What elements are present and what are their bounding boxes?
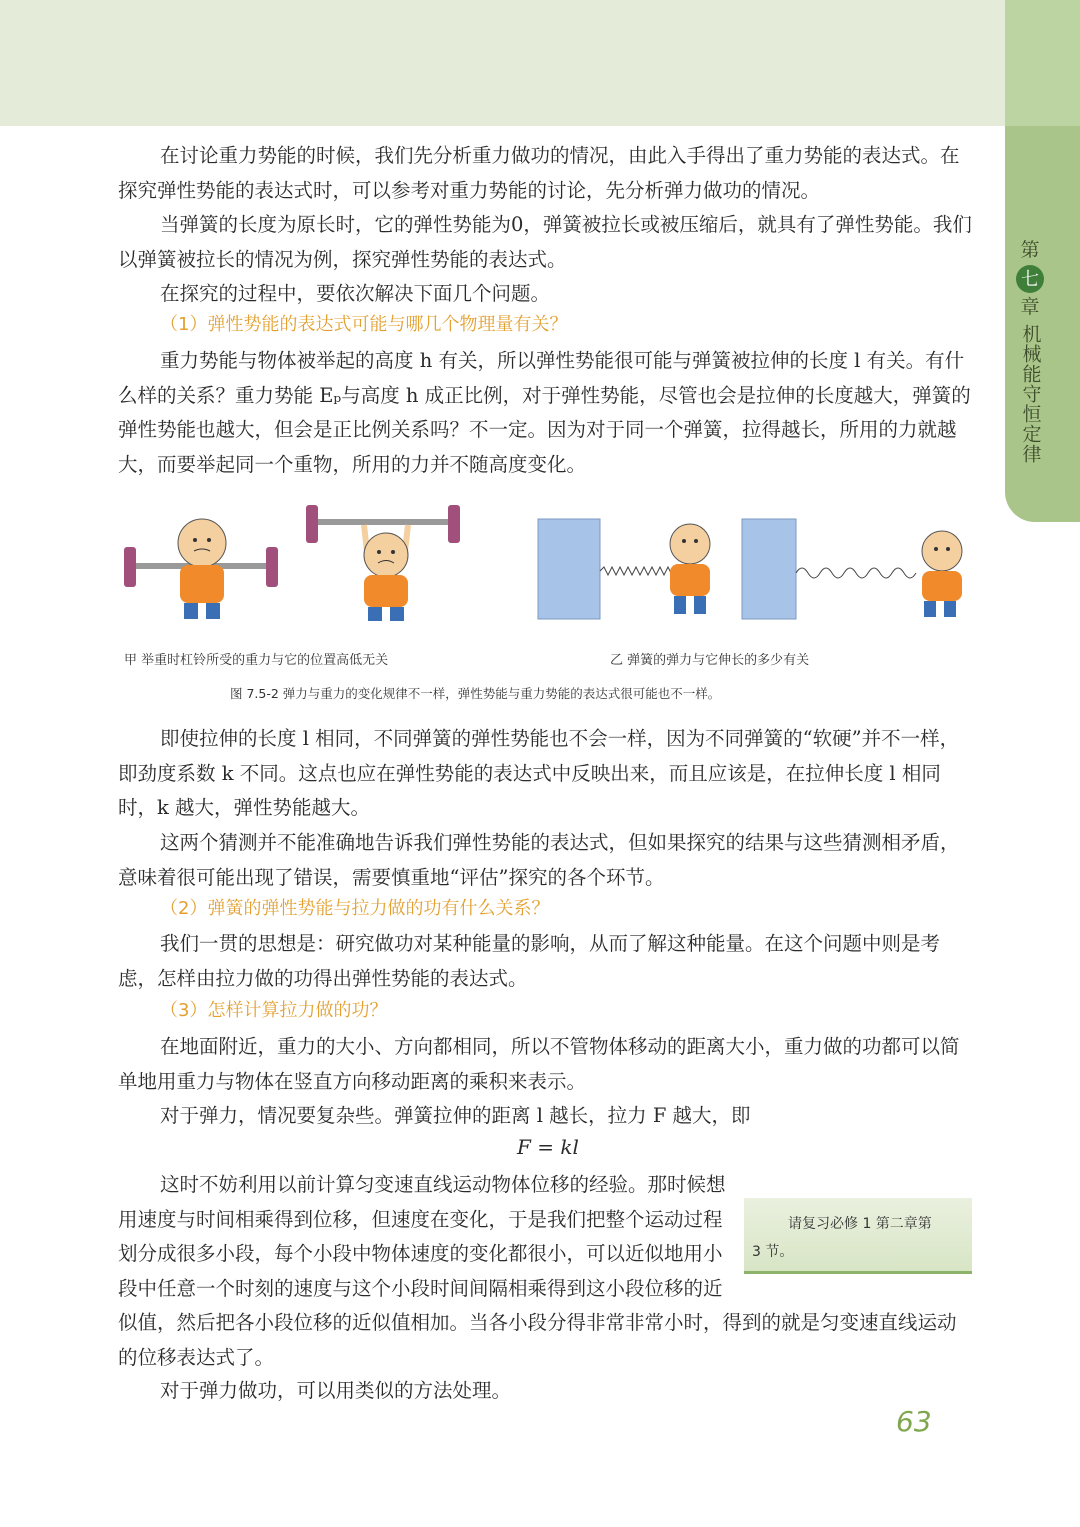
question-heading-2: （2）弹簧的弹性势能与拉力做的功有什么关系？ (160, 898, 550, 919)
paragraph-5: 即使拉伸的长度 l 相同，不同弹簧的弹性势能也不会一样，因为不同弹簧的“软硬”并不一样，即劲度系数 k 不同。这点也应在弹性势能的表达式中反映出来，而且应该是，在拉伸长度 l 相同时，k 越大，弹性势能越大。 (118, 727, 960, 819)
paragraph-10: 这时不妨利用以前计算匀变速直线运动物体位移的经验。那时候想用速度与时间相乘得到位移，但速度在变化，于是我们把整个运动过程划分成很多小段，每个小段中物体速度的变化都很小，可以近似地用小段中任意一个时刻的速度与这个小段时间间隔相乘得到这小段位移的近似值，然后把各小段位移的近似值相加。当各小段分得非常非常小时，得到的就是匀变速直线运动的位移表达式了。 (118, 1168, 973, 1375)
question-heading-3: （3）怎样计算拉力做的功？ (160, 1000, 388, 1021)
spring-stretch-illustration (530, 509, 978, 624)
paragraph-1: 在讨论重力势能的时候，我们先分析重力做功的情况，由此入手得出了重力势能的表达式。在探究弹性势能的表达式时，可以参考对重力势能的讨论，先分析弹力做功的情况。 (118, 144, 960, 202)
weightlifting-illustration (118, 505, 468, 625)
figure-caption: 图 7.5-2 弹力与重力的变化规律不一样，弹性势能与重力势能的表达式很可能也不一样。 (230, 686, 721, 701)
paragraph-2: 当弹簧的长度为原长时，它的弹性势能为0，弹簧被拉长或被压缩后，就具有了弹性势能。我们以弹簧被拉长的情况为例，探究弹性势能的表达式。 (118, 213, 972, 271)
chapter-number-badge: 七 (1016, 265, 1044, 293)
paragraph-7: 我们一贯的思想是：研究做功对某种能量的影响，从而了解这种能量。在这个问题中则是考虑，怎样由拉力做的功得出弹性势能的表达式。 (118, 932, 941, 990)
page-header-band (0, 0, 1005, 126)
chapter-title: 机械能守恒定律 (1019, 324, 1042, 464)
chapter-suffix: 章 (1020, 296, 1040, 318)
formula: F = kl (517, 1135, 579, 1159)
figure-caption-a: 甲 举重时杠铃所受的重力与它的位置高低无关 (124, 653, 389, 668)
paragraph-4: 重力势能与物体被举起的高度 h 有关，所以弹性势能很可能与弹簧被拉伸的长度 l 有关。有什么样的关系？重力势能 Eₚ与高度 h 成正比例，对于弹性势能，尽管也会是拉伸的长度越大，弹簧的弹性势能也越大，但会是正比例关系吗？不一定。因为对于同一个弹簧，拉得越长，所用的力就越大，而要举起同一个重物，所用的力并不随高度变化。 (118, 349, 971, 476)
side-tab-top (1005, 0, 1080, 126)
figure-caption-b: 乙 弹簧的弹力与它伸长的多少有关 (610, 653, 810, 668)
note-spacer (728, 1168, 973, 1296)
side-note-line-2: 3 节。 (752, 1244, 794, 1260)
figure-7-5-2 (118, 497, 978, 707)
paragraph-8: 在地面附近，重力的大小、方向都相同，所以不管物体移动的距离大小，重力做的功都可以简单地用重力与物体在竖直方向移动距离的乘积来表示。 (118, 1035, 960, 1093)
side-note-line-1: 请复习必修 1 第二章第 (788, 1216, 932, 1232)
paragraph-6: 这两个猜测并不能准确地告诉我们弹性势能的表达式，但如果探究的结果与这些猜测相矛盾，意味着很可能出现了错误，需要慎重地“评估”探究的各个环节。 (118, 831, 960, 889)
paragraph-11: 对于弹力做功，可以用类似的方法处理。 (160, 1379, 512, 1402)
chapter-prefix: 第 (1020, 239, 1040, 261)
chapter-label (1005, 240, 1055, 464)
paragraph-3: 在探究的过程中，要依次解决下面几个问题。 (160, 282, 551, 305)
chapter-side-tab (1005, 0, 1080, 522)
paragraph-9: 对于弹力，情况要复杂些。弹簧拉伸的距离 l 越长，拉力 F 越大，即 (160, 1104, 751, 1127)
page-number: 63 (896, 1405, 932, 1438)
question-heading-1: （1）弹性势能的表达式可能与哪几个物理量有关？ (160, 314, 568, 335)
